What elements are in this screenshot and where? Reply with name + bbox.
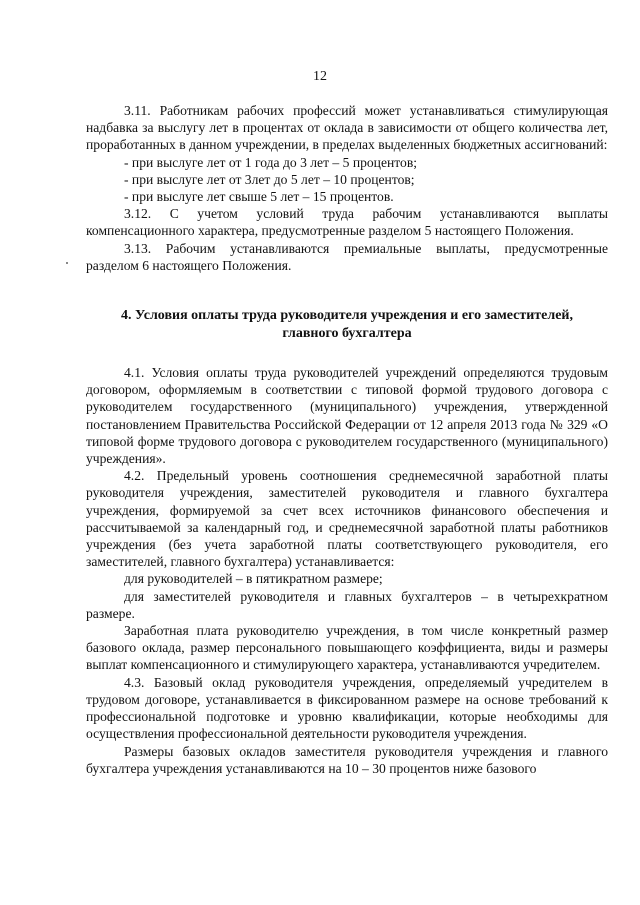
section-4-heading-line-1: 4. Условия оплаты труда руководителя учреждения и его заместителей,	[120, 308, 574, 324]
paragraph-4-2-c: Заработная плата руководителю учреждения, в том числе конкретный размер базового оклада, размер персонального повышающего коэффициента, виды и размеры выплат компенсационного и стимулирующего характера, устанавливаются учредителем.	[86, 623, 608, 673]
paragraph-3-12: 3.12. С учетом условий труда рабочим устанавливаются выплаты компенсационного характера, предусмотренные разделом 5 настоящего Положения.	[86, 206, 608, 239]
paragraph-4-2-a: для руководителей – в пятикратном размере;	[124, 571, 383, 587]
paragraph-4-2-b: для заместителей руководителя и главных бухгалтеров – в четырехкратном размере.	[86, 588, 608, 621]
section-4-heading	[86, 307, 608, 342]
list-item: - при выслуге лет от 1 года до 3 лет – 5 процентов;	[124, 154, 418, 170]
paragraph-4-3-b: Размеры базовых окладов заместителя руководителя учреждения и главного бухгалтера учреждения устанавливаются на 10 – 30 процентов ниже базового	[86, 743, 608, 776]
list-item: - при выслуге лет от 3лет до 5 лет – 10 процентов;	[124, 171, 415, 187]
paragraph-3-11: 3.11. Работникам рабочих профессий может устанавливаться стимулирующая надбавка за выслугу лет в процентах от оклада в зависимости от общего количества лет, проработанных в данном учреждении, в пределах выделенных бюджетных ассигнований:	[86, 103, 608, 153]
section-4-heading-line-2: главного бухгалтера	[282, 325, 412, 341]
document-body	[86, 102, 608, 777]
paragraph-4-2: 4.2. Предельный уровень соотношения среднемесячной заработной платы руководителя учреждения, заместителей руководителя и главного бухгалтера учреждения, формируемой за счет всех источников финансового обеспечения и рассчитываемой за календарный год, и среднемесячной заработной платы работников учреждения (без учета заработной платы соответствующего руководителя, его заместителей, главного бухгалтера) устанавливается:	[86, 468, 608, 570]
paragraph-4-3: 4.3. Базовый оклад руководителя учреждения, определяемый учредителем в трудовом договоре, устанавливается в фиксированном размере на основе требований к профессиональной подготовке и уровню квалификации, которые необходимы для осуществления профессиональной деятельности руководителя учреждения.	[86, 674, 608, 742]
page-number: 12	[313, 69, 327, 84]
list-item: - при выслуге лет свыше 5 лет – 15 процентов.	[124, 189, 394, 205]
paragraph-3-13: 3.13. Рабочим устанавливаются премиальные выплаты, предусмотренные разделом 6 настоящего Положения.	[86, 240, 608, 273]
scan-speck	[66, 262, 68, 264]
paragraph-4-1: 4.1. Условия оплаты труда руководителей учреждений определяются трудовым договором, оформляемым в соответствии с типовой формой трудового договора с руководителем государственного (муниципального) учреждения, утвержденной постановлением Правительства Российской Федерации от 12 апреля 2013 года № 329 «О типовой форме трудового договора с руководителем государственного (муниципального) учреждения».	[86, 365, 608, 467]
